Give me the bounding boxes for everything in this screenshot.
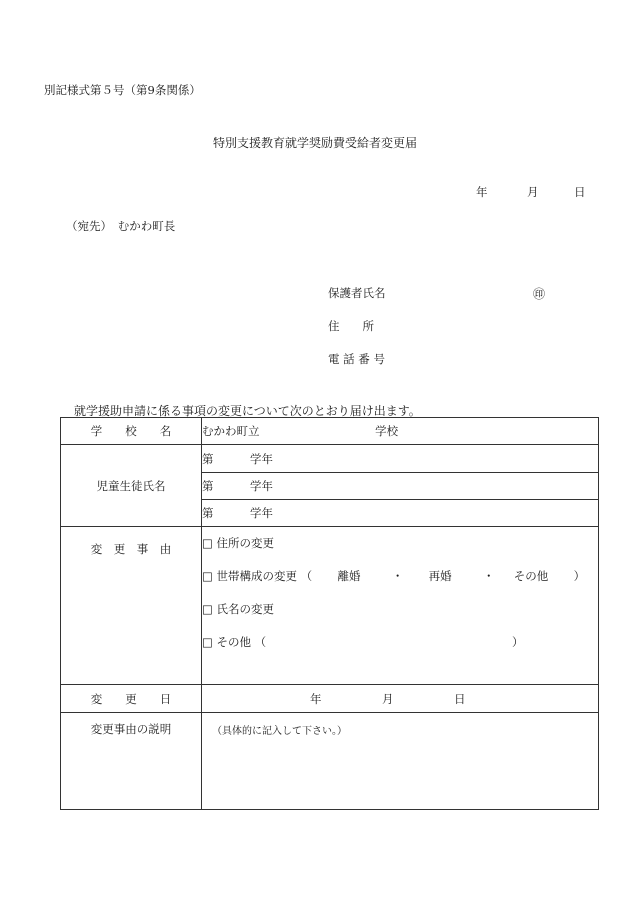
explanation-row [61, 713, 599, 810]
household-close-paren: ） [573, 569, 586, 583]
reason-row [61, 527, 599, 685]
grade-suffix: 学年 [250, 479, 273, 493]
school-suffix: 学校 [375, 424, 399, 438]
grade-suffix: 学年 [250, 506, 273, 520]
change-date-label: 変 更 日 [61, 685, 202, 713]
date-day-label: 日 [574, 185, 586, 199]
date-month-label: 月 [527, 185, 539, 199]
grade-prefix: 第 [202, 506, 214, 520]
page-title: 特別支援教育就学奨励費受給者変更届 [212, 136, 417, 150]
student-grade-field[interactable] [202, 445, 599, 473]
school-label: 学 校 名 [61, 418, 202, 445]
explanation-hint: （具体的に記入して下さい。） [212, 726, 347, 737]
school-prefix: むかわ町立 [202, 424, 260, 438]
student-grade-field[interactable] [202, 500, 599, 527]
addressee: （宛先） むかわ町長 [66, 219, 176, 233]
household-other: その他 [513, 569, 549, 583]
grade-prefix: 第 [202, 479, 214, 493]
reason-label: 変 更 事 由 [61, 527, 202, 685]
change-date-row [61, 685, 599, 713]
reason-options [202, 527, 599, 685]
school-row [61, 418, 599, 445]
change-date-field[interactable] [202, 685, 599, 713]
household-separator: ・ [391, 569, 404, 583]
grade-suffix: 学年 [250, 451, 273, 466]
explanation-field[interactable] [202, 713, 599, 810]
change-day-label: 日 [454, 692, 466, 706]
household-divorce: 離婚 [337, 569, 361, 583]
change-year-label: 年 [310, 692, 322, 706]
reason-other-close-paren: ） [512, 635, 524, 649]
change-month-label: 月 [382, 692, 394, 706]
guardian-phone-label: 電 話 番 号 [328, 352, 385, 366]
reason-other-label: □ その他 （ [202, 635, 267, 649]
explanation-label: 変更事由の説明 [61, 713, 202, 810]
guardian-name-label: 保護者氏名 [328, 286, 386, 300]
grade-prefix: 第 [202, 451, 214, 466]
student-name-label: 児童生徒氏名 [61, 445, 202, 527]
form-id: 別記様式第５号（第9条関係） [44, 83, 201, 97]
reason-other-checkbox[interactable] [202, 626, 598, 659]
student-row [61, 445, 599, 473]
reason-household-checkbox[interactable] [202, 560, 598, 593]
school-field[interactable] [202, 418, 599, 445]
household-separator: ・ [482, 569, 495, 583]
intro-text: 就学援助申請に係る事項の変更について次のとおり届け出ます。 [74, 404, 421, 418]
reason-address-checkbox[interactable]: □ 住所の変更 [202, 536, 275, 550]
reason-name-checkbox[interactable]: □ 氏名の変更 [202, 602, 275, 616]
reason-household-label: □ 世帯構成の変更 （ [202, 569, 313, 583]
guardian-address-label: 住 所 [328, 319, 374, 333]
household-remarriage: 再婚 [428, 569, 452, 583]
change-form-table [60, 417, 599, 810]
student-grade-field[interactable] [202, 473, 599, 500]
seal-mark: ㊞ [533, 287, 546, 301]
date-year-label: 年 [476, 185, 488, 199]
